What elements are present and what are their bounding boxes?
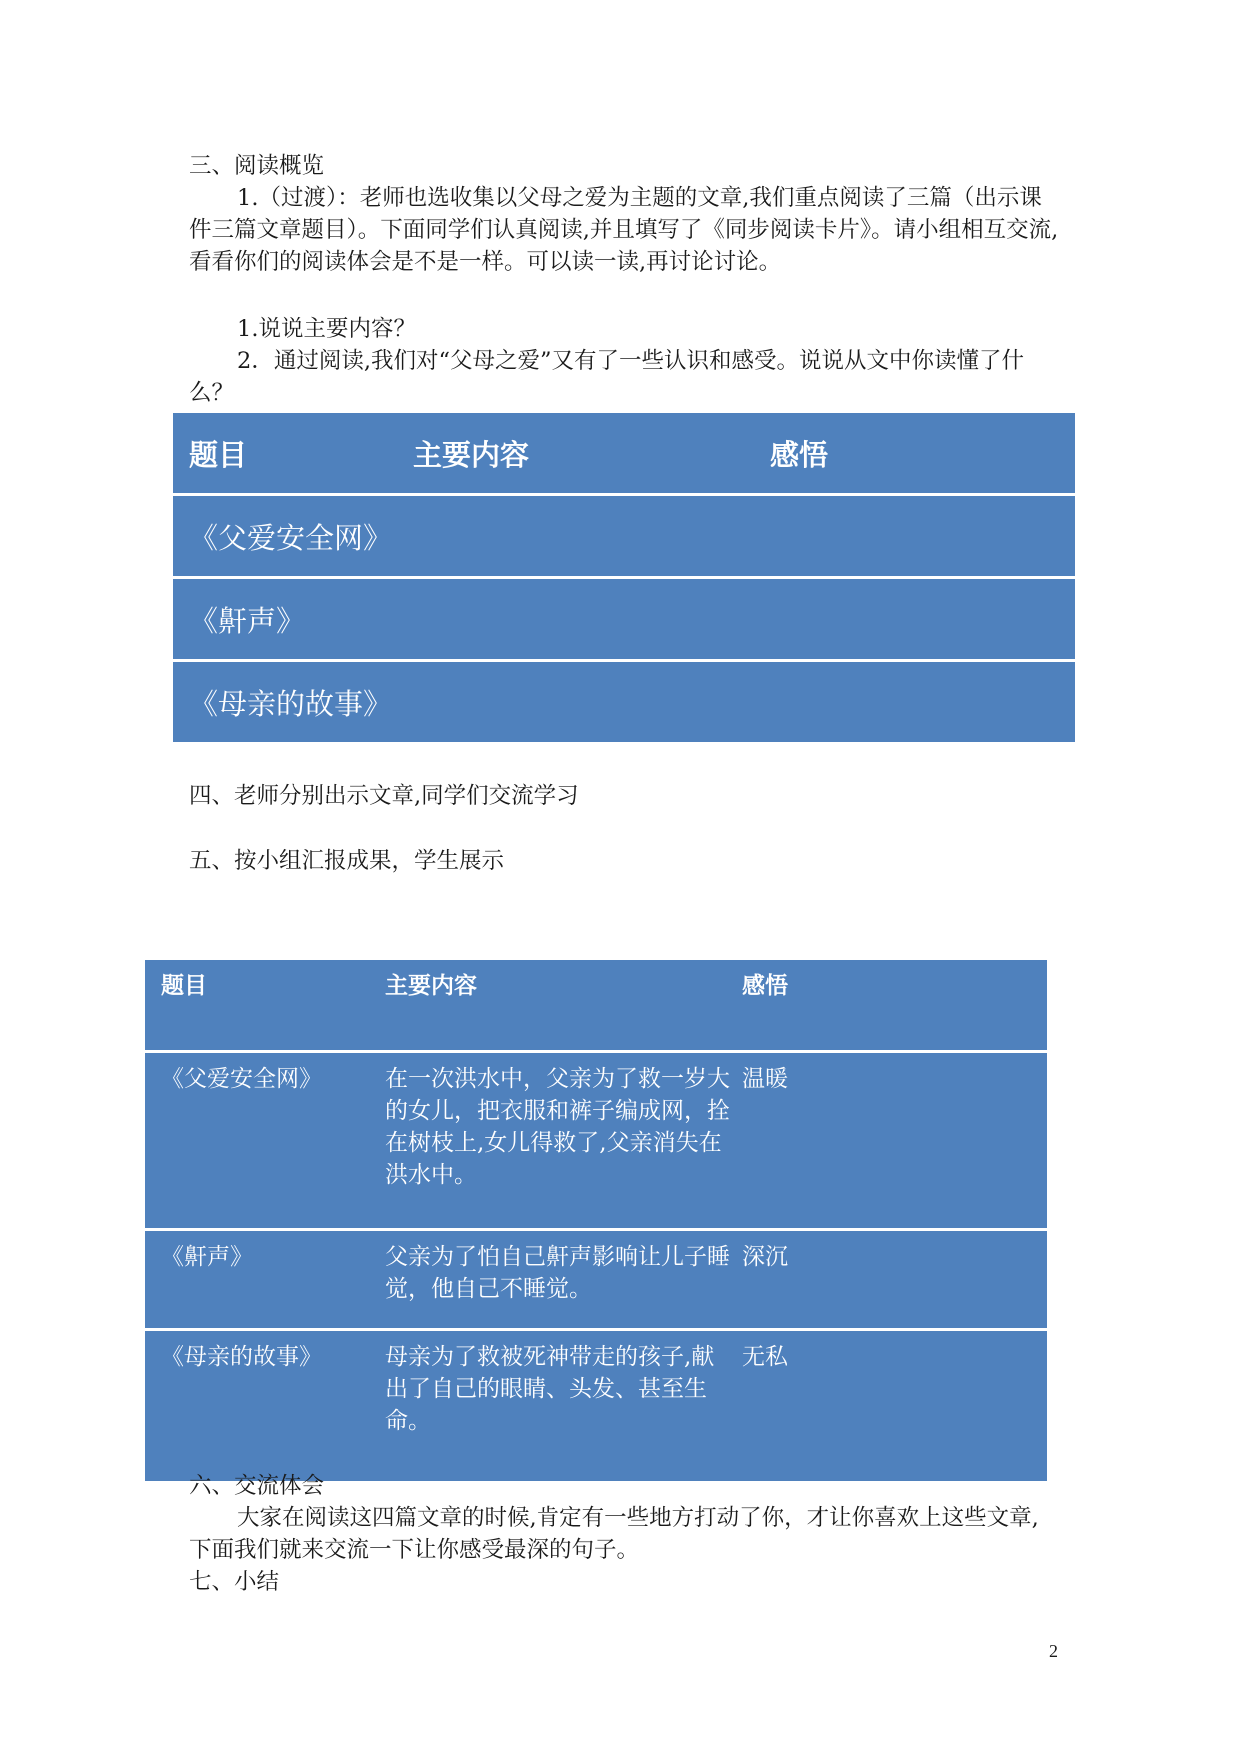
row-title: 《母亲的故事》: [173, 661, 1075, 743]
section4-heading: 四、老师分别出示文章,同学们交流学习: [189, 783, 579, 809]
header-content: 主要内容: [385, 973, 477, 999]
section6-paragraph: 大家在阅读这四篇文章的时候,肯定有一些地方打动了你，才让你喜欢上这些文章,下面我们就来交流一下让你感受最深的句子。: [189, 1505, 1039, 1563]
row-feeling: 无私: [742, 1330, 1047, 1482]
row-content: 在一次洪水中，父亲为了救一岁大的女儿，把衣服和裤子编成网，拴在树枝上,女儿得救了,父亲消失在洪水中。: [385, 1052, 742, 1230]
row-title: 《母亲的故事》: [145, 1330, 385, 1482]
table-row: [145, 1052, 1047, 1230]
header-content: 主要内容: [413, 437, 530, 472]
section3-item1: 1.说说主要内容？: [237, 316, 416, 342]
table-row: [173, 495, 1075, 578]
page-number: 2: [1049, 1641, 1058, 1661]
section5-heading: 五、按小组汇报成果，学生展示: [189, 848, 505, 874]
reading-card-table-blank: [173, 413, 1075, 742]
row-content: 父亲为了怕自己鼾声影响让儿子睡觉，他自己不睡觉。: [385, 1230, 742, 1330]
row-title: 《鼾声》: [145, 1230, 385, 1330]
row-content: 母亲为了救被死神带走的孩子,献出了自己的眼睛、头发、甚至生命。: [385, 1330, 742, 1482]
section3-heading: 三、阅读概览: [189, 153, 325, 179]
section3-paragraph: 1.（过渡）：老师也选收集以父母之爱为主题的文章,我们重点阅读了三篇（出示课件三篇文章题目）。下面同学们认真阅读,并且填写了《同步阅读卡片》。请小组相互交流,看看你们的阅读体会是不是一样。可以读一读,再讨论讨论。: [189, 185, 1059, 275]
section7-heading: 七、小结: [189, 1569, 280, 1595]
table-row: [173, 661, 1075, 743]
table-header-row: [173, 413, 1075, 495]
row-title: 《父爱安全网》: [145, 1052, 385, 1230]
table-row: [145, 1230, 1047, 1330]
header-feeling: 感悟: [770, 437, 829, 472]
header-feeling: 感悟: [742, 973, 788, 999]
header-title: 题目: [189, 437, 248, 472]
section6-heading: 六、交流体会: [189, 1473, 325, 1499]
row-title: 《鼾声》: [173, 578, 1075, 661]
row-feeling: 深沉: [742, 1230, 1047, 1330]
reading-card-table-filled: [145, 960, 1047, 1481]
table-header-row: [145, 960, 1047, 1052]
table-row: [173, 578, 1075, 661]
row-title: 《父爱安全网》: [173, 495, 1075, 578]
header-title: 题目: [161, 973, 207, 999]
section3-item2: 2．通过阅读,我们对“父母之爱”又有了一些认识和感受。说说从文中你读懂了什么？: [189, 348, 1024, 406]
table-row: [145, 1330, 1047, 1482]
row-feeling: 温暖: [742, 1052, 1047, 1230]
